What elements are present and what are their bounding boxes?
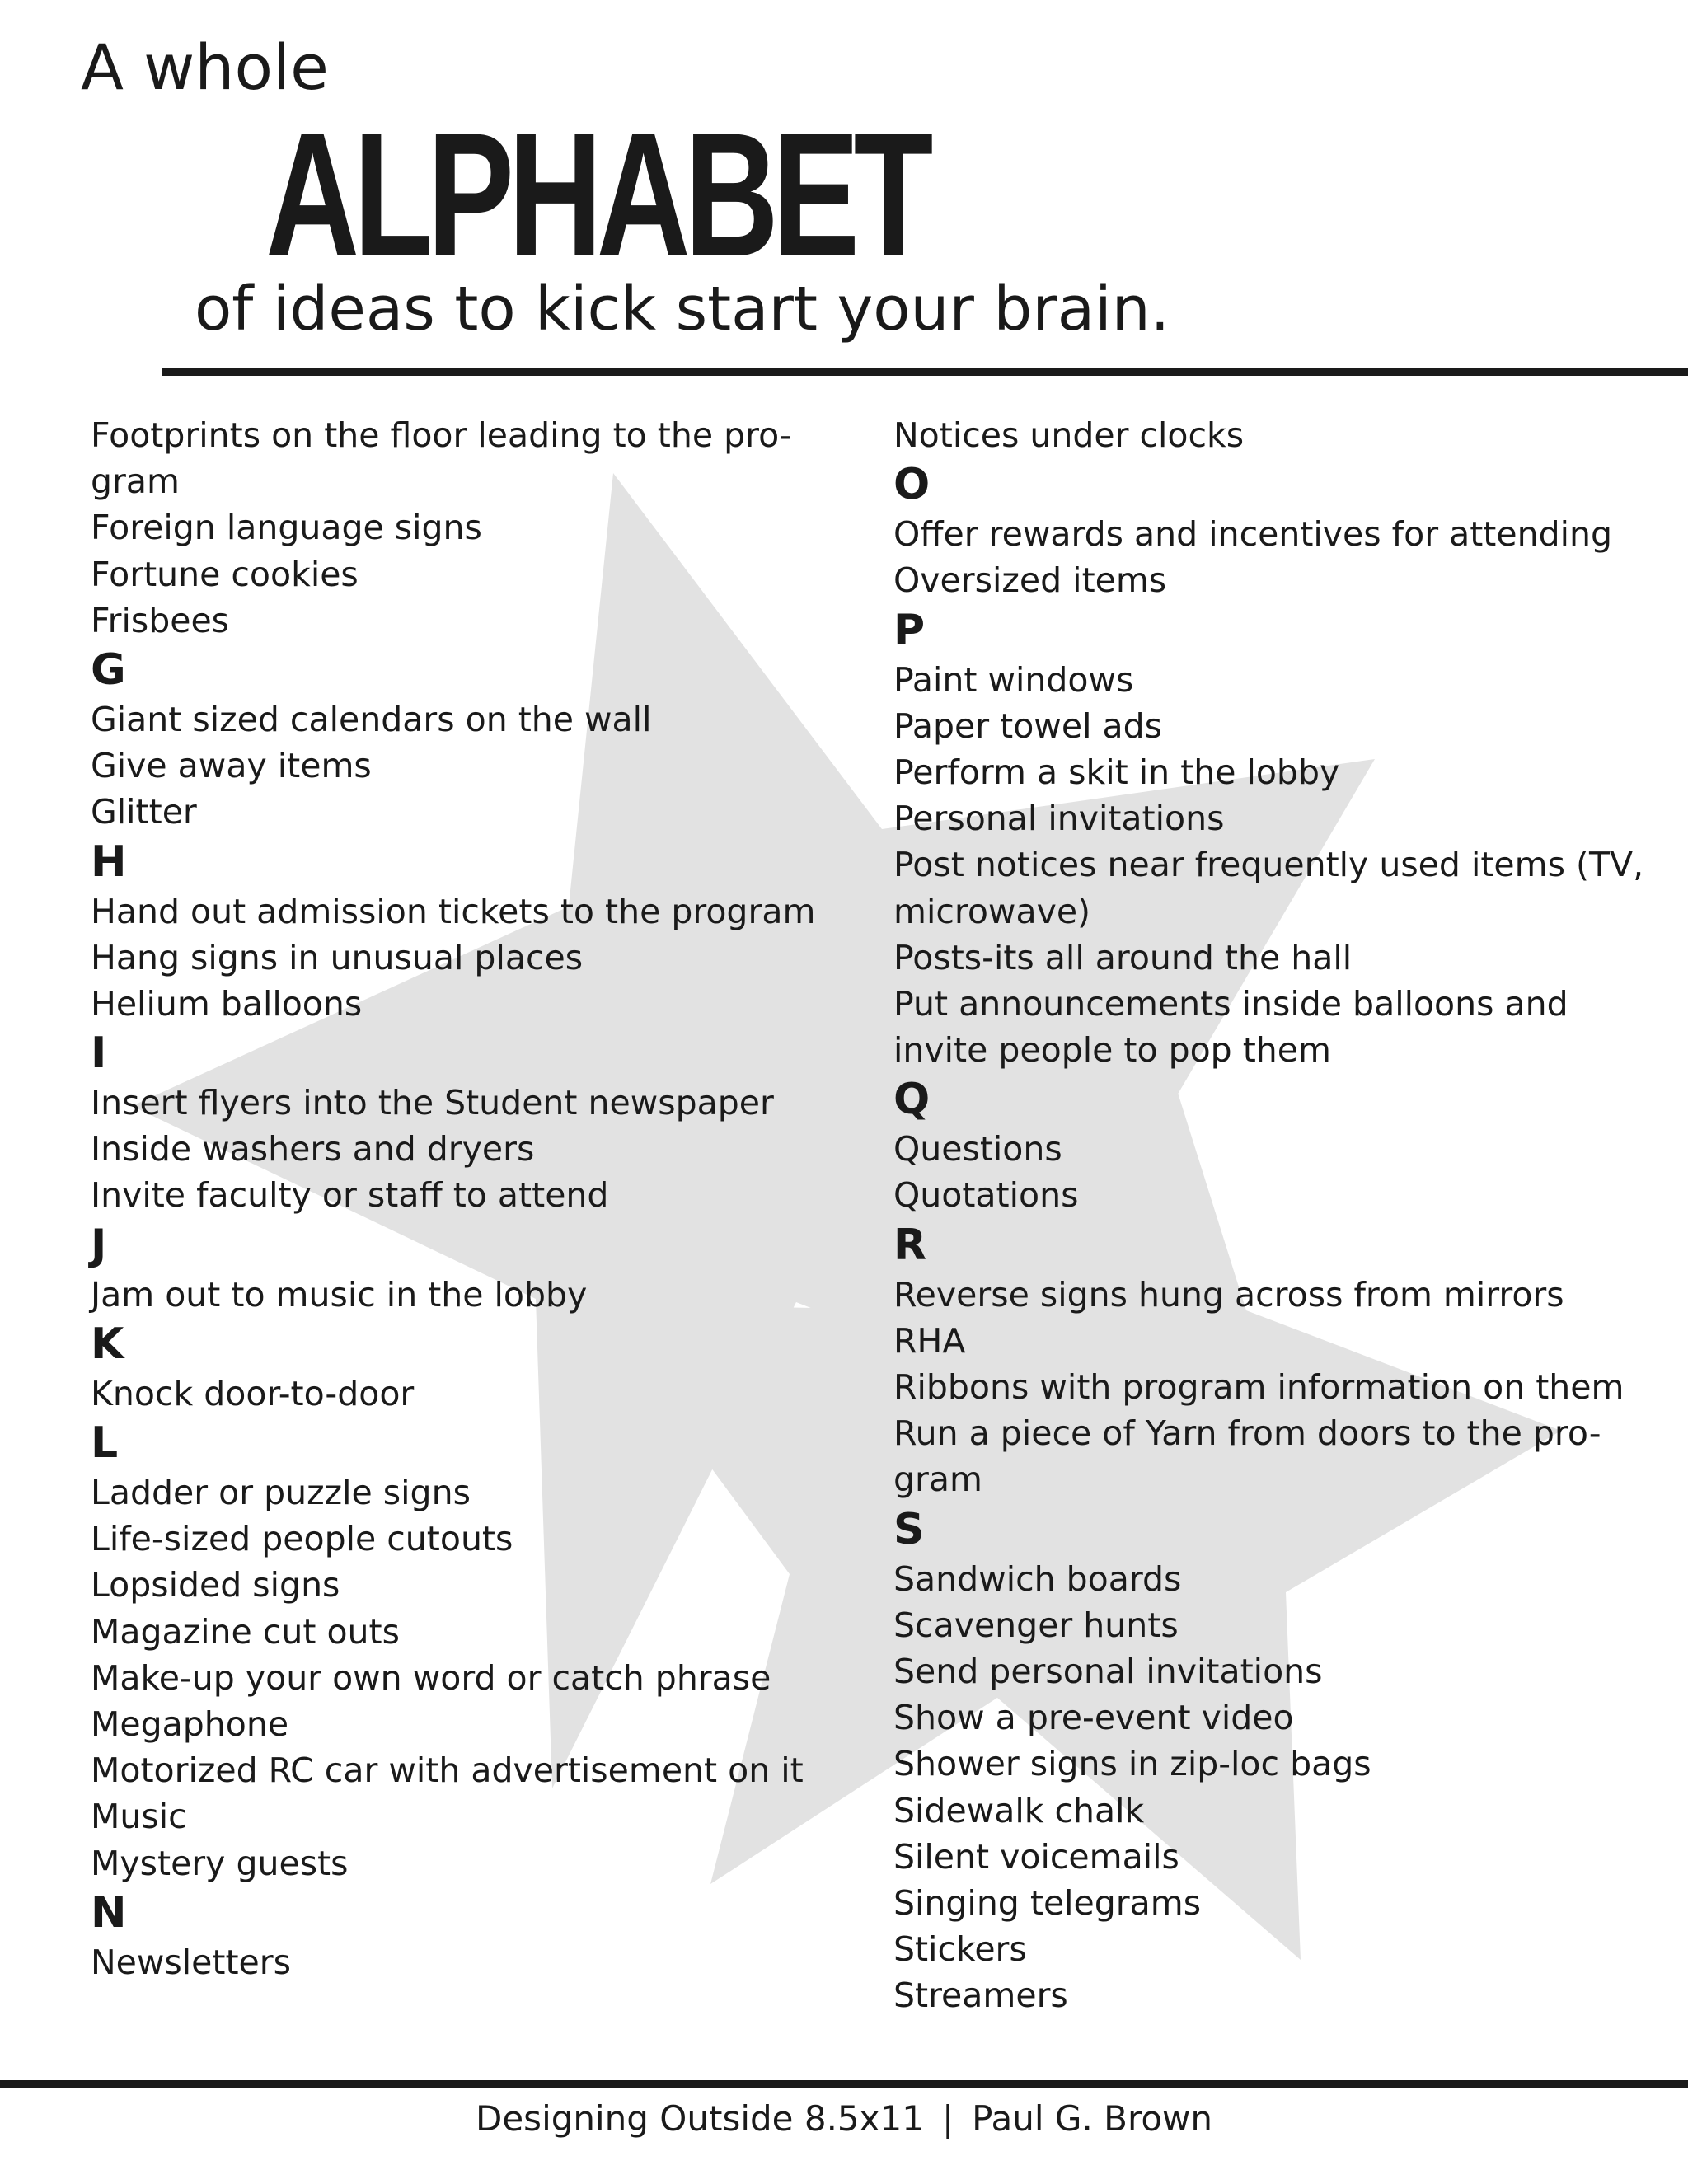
list-item: Newsletters [91,1942,291,1982]
list-item: Run a piece of Yarn from doors to the pro- [893,1413,1601,1454]
section-letter: O [893,460,931,510]
list-item: Glitter [91,792,197,832]
list-item: Hang signs in unusual places [91,937,584,977]
right-column [893,412,1676,2018]
list-item: RHA [893,1320,966,1361]
list-item: microwave) [893,891,1091,931]
section-letter: Q [893,1075,931,1125]
list-item: Offer rewards and incentives for attending [893,514,1612,555]
list-item: Fortune cookies [91,554,359,594]
subtitle: of ideas to kick start your brain. [195,274,1170,344]
list-item: Notices under clocks [893,415,1245,455]
list-item: Show a pre-event video [893,1698,1294,1738]
footer-book-title: Designing Outside 8.5x11 [476,2098,924,2139]
list-item: Ladder or puzzle signs [91,1473,471,1512]
list-item: Music [91,1797,187,1837]
list-item: Ribbons with program information on them [893,1367,1625,1407]
list-item: Sidewalk chalk [893,1790,1145,1830]
section-letter: G [91,644,126,695]
section-letter: J [91,1220,107,1270]
list-item: Make-up your own word or catch phrase [91,1657,771,1698]
list-item: Reverse signs hung across from mirrors [893,1274,1564,1315]
top-divider [162,368,1688,376]
section-letter: P [893,605,926,655]
list-item: Insert flyers into the Student newspaper [91,1083,774,1123]
list-item: Hand out admission tickets to the program [91,891,816,931]
list-item: Silent voicemails [893,1836,1179,1877]
footer-separator: | [941,2098,954,2139]
list-item: Put announcements inside balloons and [893,983,1568,1024]
left-column [91,412,832,1985]
list-item: Singing telegrams [893,1882,1202,1923]
list-item: Shower signs in zip-loc bags [893,1744,1372,1784]
list-item: Helium balloons [91,983,363,1024]
list-item: Stickers [893,1929,1027,1970]
list-item: gram [91,462,180,502]
page-title: ALPHABET [265,96,927,293]
section-letter: I [91,1029,107,1079]
list-item: Megaphone [91,1704,289,1744]
pre-title: A whole [81,30,329,104]
list-item: Motorized RC car with advertisement on it [91,1750,804,1791]
list-item: Foreign language signs [91,508,482,548]
section-letter: L [91,1418,119,1468]
list-item: Streamers [893,1975,1068,2016]
list-item: Magazine cut outs [91,1611,400,1652]
list-item: Send personal invitations [893,1651,1323,1691]
list-item: Mystery guests [91,1843,349,1883]
list-item: Lopsided signs [91,1565,340,1605]
list-item: Knock door-to-door [91,1373,415,1413]
footer-author: Paul G. Brown [972,2098,1212,2139]
list-item: gram [893,1460,982,1500]
list-item: Posts-its all around the hall [893,937,1353,977]
list-item: Invite faculty or staff to attend [91,1175,609,1216]
list-item: Questions [893,1129,1062,1169]
section-letter: S [893,1504,925,1554]
list-item: Jam out to music in the lobby [91,1274,588,1315]
list-item: invite people to pop them [893,1030,1331,1071]
list-item: Footprints on the floor leading to the pro- [91,415,792,455]
list-item: Post notices near frequently used items (TV, [893,845,1644,885]
section-letter: K [91,1319,124,1369]
list-item: Personal invitations [893,799,1225,839]
list-item: Paint windows [893,659,1134,700]
list-item: Giant sized calendars on the wall [91,699,652,739]
footer [0,2095,1688,2143]
section-letter: R [893,1220,927,1270]
list-item: Scavenger hunts [893,1605,1179,1645]
list-item: Quotations [893,1175,1079,1216]
list-item: Sandwich boards [893,1558,1182,1599]
list-item: Perform a skit in the lobby [893,752,1340,792]
list-item: Life-sized people cutouts [91,1519,513,1559]
list-item: Oversized items [893,560,1167,601]
bottom-divider [0,2080,1688,2088]
list-item: Inside washers and dryers [91,1129,535,1169]
list-item: Give away items [91,746,372,786]
section-letter: H [91,837,127,887]
section-letter: N [91,1887,127,1938]
list-item: Paper towel ads [893,705,1162,746]
list-item: Frisbees [91,600,230,640]
